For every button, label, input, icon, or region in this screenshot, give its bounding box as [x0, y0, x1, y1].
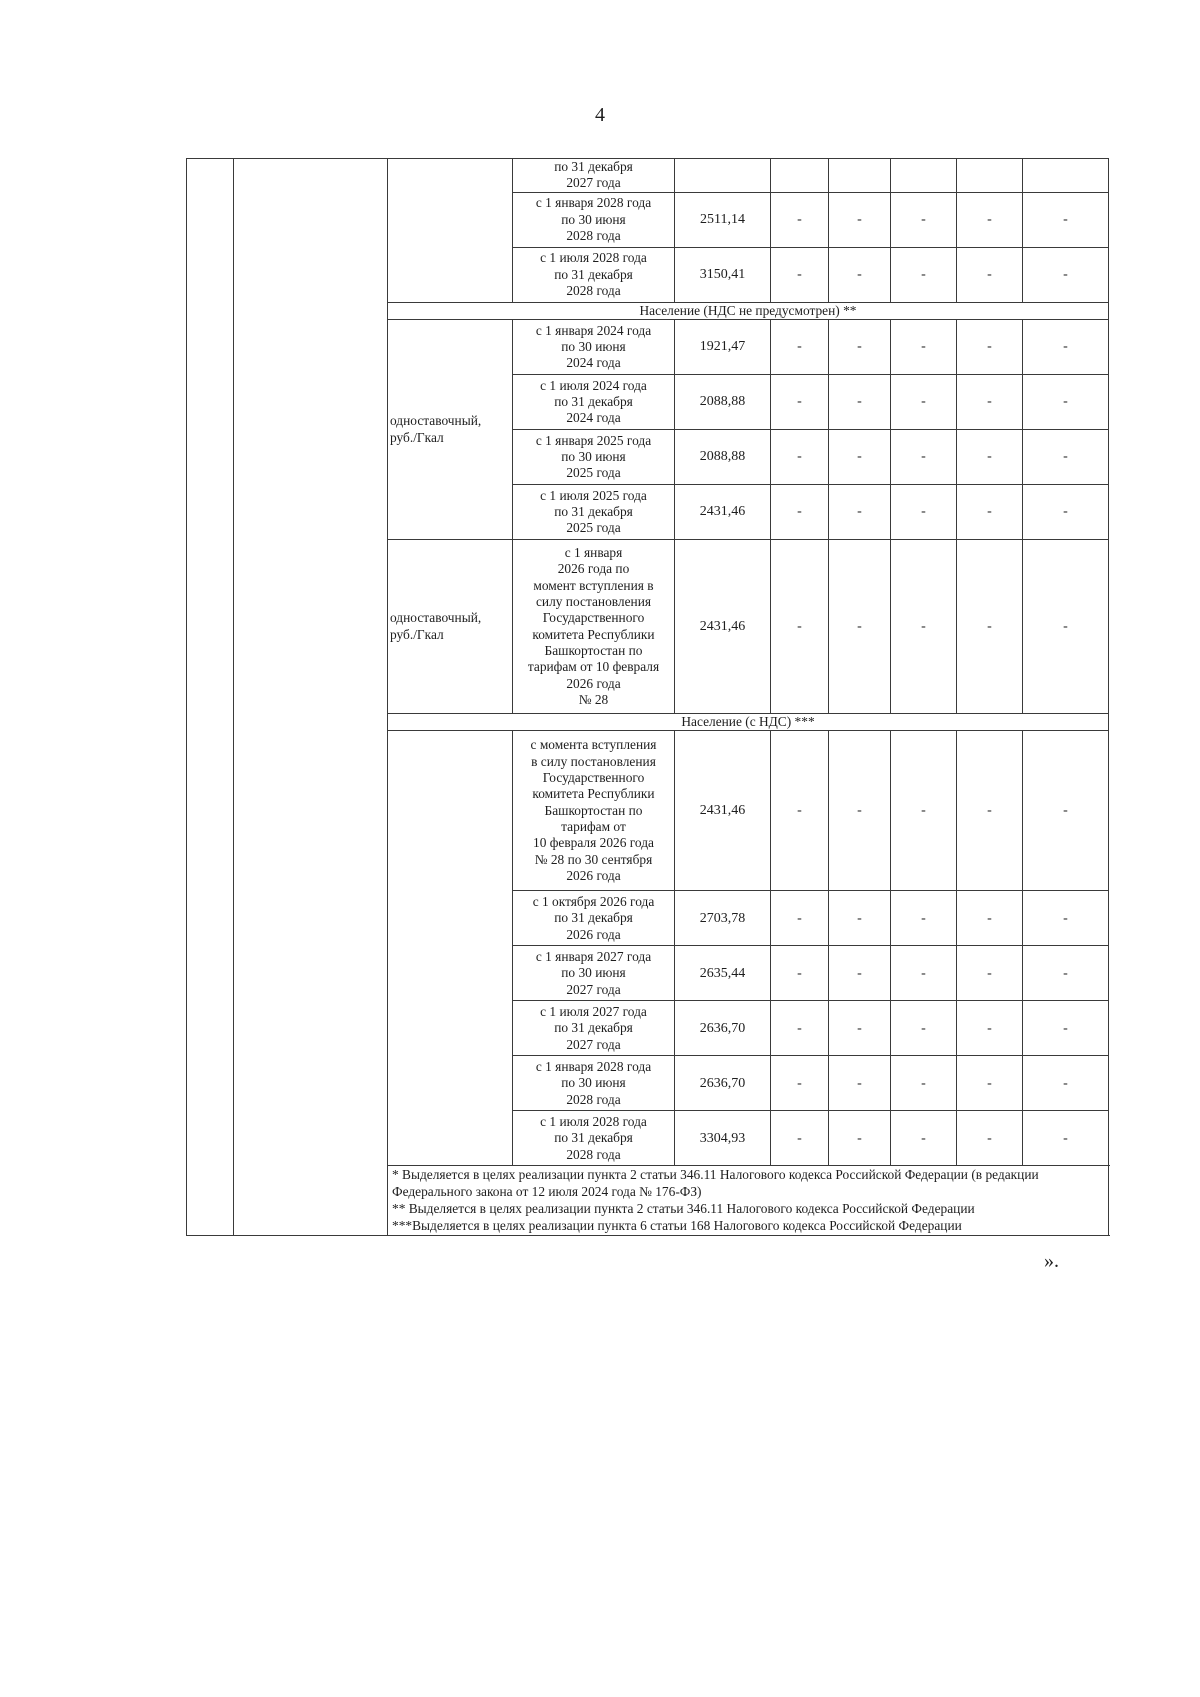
dash-cell: -: [771, 1001, 829, 1056]
table-row: [187, 159, 1109, 193]
dash-cell: -: [829, 1001, 891, 1056]
dash-cell: -: [891, 946, 957, 1001]
period-cell: по 31 декабря 2027 года: [513, 159, 675, 193]
organization-column-cell: [234, 159, 388, 1236]
dash-cell: -: [829, 320, 891, 375]
dash-cell: -: [829, 430, 891, 485]
period-cell: с 1 января 2028 года по 30 июня 2028 года: [513, 192, 675, 247]
tariff-value-cell: 2703,78: [675, 891, 771, 946]
dash-cell: -: [1023, 430, 1109, 485]
dash-cell: -: [829, 247, 891, 302]
dash-cell: -: [1023, 375, 1109, 430]
period-cell: с 1 октября 2026 года по 31 декабря 2026 года: [513, 891, 675, 946]
footnote-1: * Выделяется в целях реализации пункта 2 статьи 346.11 Налогового кодекса Российской Федерации (в редакции Федерального закона от 12 июля 2024 года № 176-ФЗ): [392, 1167, 1039, 1200]
tariff-value-cell: 2431,46: [675, 485, 771, 540]
group-header-no-vat: Население (НДС не предусмотрен) **: [388, 302, 1109, 319]
tariff-type-cell-empty: [388, 731, 513, 1166]
dash-cell: -: [829, 485, 891, 540]
dash-cell: -: [1023, 320, 1109, 375]
tariff-value-cell: 2636,70: [675, 1056, 771, 1111]
tariff-value-cell: 2635,44: [675, 946, 771, 1001]
period-cell: с 1 июля 2024 года по 31 декабря 2024 года: [513, 375, 675, 430]
dash-cell: -: [829, 731, 891, 891]
period-cell: с 1 июля 2028 года по 31 декабря 2028 года: [513, 1111, 675, 1166]
dash-cell: -: [1023, 1056, 1109, 1111]
dash-cell: -: [1023, 247, 1109, 302]
dash-cell: -: [771, 891, 829, 946]
dash-cell: -: [771, 1056, 829, 1111]
footnotes-cell: [388, 1166, 1109, 1236]
closing-quote-mark: ».: [1044, 1250, 1059, 1272]
dash-cell: -: [829, 540, 891, 714]
dash-cell: -: [771, 430, 829, 485]
dash-cell: -: [957, 192, 1023, 247]
tariff-value-cell: 3150,41: [675, 247, 771, 302]
dash-cell: -: [771, 485, 829, 540]
dash-cell: [1023, 159, 1109, 193]
dash-cell: -: [829, 891, 891, 946]
tariff-type-cell-empty: [388, 159, 513, 303]
tariff-type-cell: одноставочный, руб./Гкал: [388, 540, 513, 714]
dash-cell: -: [829, 1111, 891, 1166]
dash-cell: -: [957, 891, 1023, 946]
dash-cell: -: [957, 375, 1023, 430]
dash-cell: -: [957, 320, 1023, 375]
dash-cell: -: [829, 946, 891, 1001]
dash-cell: -: [891, 540, 957, 714]
dash-cell: -: [891, 192, 957, 247]
dash-cell: -: [957, 946, 1023, 1001]
dash-cell: -: [891, 430, 957, 485]
dash-cell: -: [957, 247, 1023, 302]
dash-cell: -: [891, 320, 957, 375]
period-cell: с 1 июля 2025 года по 31 декабря 2025 года: [513, 485, 675, 540]
number-column-cell: [187, 159, 234, 1236]
period-cell: с 1 января 2025 года по 30 июня 2025 года: [513, 430, 675, 485]
dash-cell: -: [891, 485, 957, 540]
dash-cell: -: [771, 375, 829, 430]
dash-cell: -: [1023, 1001, 1109, 1056]
dash-cell: -: [1023, 1111, 1109, 1166]
tariff-value-cell: 2431,46: [675, 731, 771, 891]
dash-cell: -: [771, 946, 829, 1001]
dash-cell: -: [1023, 731, 1109, 891]
dash-cell: -: [771, 731, 829, 891]
dash-cell: -: [829, 375, 891, 430]
period-cell: с 1 января 2027 года по 30 июня 2027 года: [513, 946, 675, 1001]
tariff-value-cell: 3304,93: [675, 1111, 771, 1166]
dash-cell: -: [771, 540, 829, 714]
dash-cell: -: [891, 1056, 957, 1111]
dash-cell: -: [1023, 891, 1109, 946]
dash-cell: -: [957, 1001, 1023, 1056]
period-cell: с 1 января 2026 года по момент вступления в силу постановления Государственного комитета Республики Башкортостан по тарифам от 10 февраля 2026 года № 28: [513, 540, 675, 714]
dash-cell: -: [1023, 946, 1109, 1001]
tariff-value-cell: 2088,88: [675, 375, 771, 430]
footnote-2: ** Выделяется в целях реализации пункта 2 статьи 346.11 Налогового кодекса Российской Федерации: [392, 1200, 975, 1216]
dash-cell: -: [957, 1111, 1023, 1166]
dash-cell: -: [891, 1001, 957, 1056]
group-header-with-vat: Население (с НДС) ***: [388, 714, 1109, 731]
dash-cell: -: [1023, 540, 1109, 714]
dash-cell: -: [957, 430, 1023, 485]
tariff-value-cell: 2088,88: [675, 430, 771, 485]
dash-cell: [771, 159, 829, 193]
dash-cell: -: [771, 320, 829, 375]
footnote-3: ***Выделяется в целях реализации пункта 6 статьи 168 Налогового кодекса Российской Федерации: [392, 1217, 962, 1233]
period-cell: с 1 июля 2028 года по 31 декабря 2028 года: [513, 247, 675, 302]
dash-cell: -: [891, 891, 957, 946]
tariff-value-cell: [675, 159, 771, 193]
tariff-value-cell: 2636,70: [675, 1001, 771, 1056]
dash-cell: -: [771, 192, 829, 247]
dash-cell: -: [957, 540, 1023, 714]
tariff-value-cell: 1921,47: [675, 320, 771, 375]
dash-cell: -: [771, 1111, 829, 1166]
dash-cell: -: [829, 1056, 891, 1111]
dash-cell: -: [957, 731, 1023, 891]
period-cell: с 1 июля 2027 года по 31 декабря 2027 года: [513, 1001, 675, 1056]
period-cell: с момента вступления в силу постановления Государственного комитета Республики Башкортостан по тарифам от 10 февраля 2026 года № 28 по 30 сентября 2026 года: [513, 731, 675, 891]
dash-cell: -: [957, 485, 1023, 540]
dash-cell: -: [829, 192, 891, 247]
dash-cell: -: [891, 247, 957, 302]
tariff-value-cell: 2431,46: [675, 540, 771, 714]
dash-cell: [891, 159, 957, 193]
tariff-value-cell: 2511,14: [675, 192, 771, 247]
dash-cell: -: [891, 375, 957, 430]
dash-cell: -: [1023, 485, 1109, 540]
dash-cell: -: [771, 247, 829, 302]
page-number: 4: [595, 104, 605, 126]
dash-cell: -: [957, 1056, 1023, 1111]
tariff-table: [186, 158, 1109, 1236]
dash-cell: [957, 159, 1023, 193]
tariff-table-body: [187, 159, 1109, 1236]
tariff-type-cell: одноставочный, руб./Гкал: [388, 320, 513, 540]
dash-cell: [829, 159, 891, 193]
dash-cell: -: [891, 1111, 957, 1166]
period-cell: с 1 января 2028 года по 30 июня 2028 года: [513, 1056, 675, 1111]
dash-cell: -: [891, 731, 957, 891]
dash-cell: -: [1023, 192, 1109, 247]
period-cell: с 1 января 2024 года по 30 июня 2024 года: [513, 320, 675, 375]
